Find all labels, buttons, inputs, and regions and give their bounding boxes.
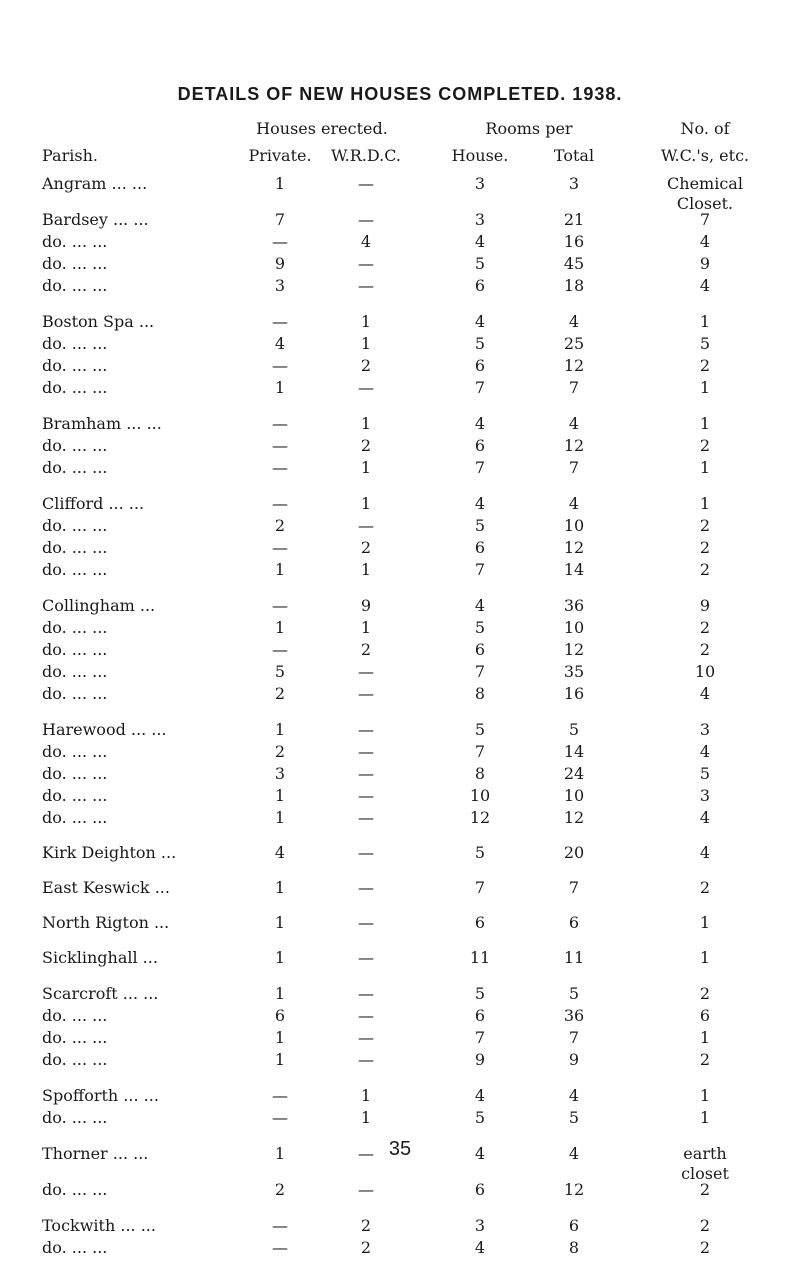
rooms-total-cell: 16 (563, 232, 585, 251)
wrdc-cell: — (358, 378, 374, 397)
rooms-total-cell: 12 (563, 538, 585, 557)
wcs-cell: 6 (699, 1006, 711, 1025)
wrdc-cell: — (358, 174, 374, 193)
wcs-cell: 1 (699, 378, 711, 397)
wrdc-cell: — (358, 1180, 374, 1199)
private-cell: — (272, 1238, 288, 1257)
rooms-per-house-cell: 5 (474, 254, 486, 273)
table-row (0, 843, 800, 865)
wcs-cell: 2 (699, 618, 711, 637)
rooms-per-house-cell: 7 (474, 378, 486, 397)
private-cell: 1 (274, 378, 286, 397)
wrdc-cell: 1 (360, 334, 372, 353)
private-cell: — (272, 356, 288, 375)
wcs-cell: 1 (699, 1028, 711, 1047)
rooms-total-cell: 4 (568, 494, 580, 513)
parish-cell: Scarcroft ... ... (42, 984, 159, 1003)
parish-cell: North Rigton ... (42, 913, 170, 932)
rooms-total-cell: 45 (563, 254, 585, 273)
table-row (0, 458, 800, 480)
wcs-cell-line2: closet (681, 1164, 729, 1183)
header-no-of: No. of (680, 119, 730, 138)
private-cell: 3 (274, 276, 286, 295)
private-cell: — (272, 640, 288, 659)
table-row (0, 254, 800, 276)
wcs-cell: 3 (699, 786, 711, 805)
table-row (0, 808, 800, 830)
table-row (0, 356, 800, 378)
page-number: 35 (388, 1138, 412, 1160)
rooms-per-house-cell: 8 (474, 684, 486, 703)
rooms-per-house-cell: 6 (474, 913, 486, 932)
parish-cell: do. ... ... (42, 516, 108, 535)
wrdc-cell: 1 (360, 618, 372, 637)
wrdc-cell: — (358, 276, 374, 295)
rooms-total-cell: 6 (568, 913, 580, 932)
private-cell: 3 (274, 764, 286, 783)
private-cell: 1 (274, 1144, 286, 1163)
private-cell: 2 (274, 684, 286, 703)
table-row (0, 742, 800, 764)
parish-cell: do. ... ... (42, 378, 108, 397)
header-wcs: W.C.'s, etc. (660, 146, 750, 165)
wrdc-cell: 1 (360, 560, 372, 579)
rooms-per-house-cell: 4 (474, 1086, 486, 1105)
private-cell: — (272, 1216, 288, 1235)
parish-cell: Clifford ... ... (42, 494, 145, 513)
wrdc-cell: — (358, 913, 374, 932)
rooms-per-house-cell: 5 (474, 720, 486, 739)
table-row (0, 1050, 800, 1072)
table-row (0, 560, 800, 582)
parish-cell: Harewood ... ... (42, 720, 167, 739)
parish-cell: do. ... ... (42, 1028, 108, 1047)
table-row (0, 494, 800, 516)
wcs-cell: 4 (699, 232, 711, 251)
wrdc-cell: — (358, 948, 374, 967)
private-cell: 2 (274, 516, 286, 535)
rooms-total-cell: 6 (568, 1216, 580, 1235)
wcs-cell: Chemical (667, 174, 743, 193)
private-cell: — (272, 458, 288, 477)
wcs-cell: 1 (699, 414, 711, 433)
rooms-per-house-cell: 3 (474, 174, 486, 193)
table-row (0, 378, 800, 400)
wrdc-cell: 1 (360, 1086, 372, 1105)
rooms-total-cell: 7 (568, 1028, 580, 1047)
parish-cell: do. ... ... (42, 334, 108, 353)
wcs-cell: 9 (699, 254, 711, 273)
table-row (0, 786, 800, 808)
rooms-total-cell: 10 (563, 618, 585, 637)
private-cell: — (272, 1086, 288, 1105)
rooms-total-cell: 4 (568, 312, 580, 331)
table-row (0, 1086, 800, 1108)
parish-cell: do. ... ... (42, 276, 108, 295)
parish-cell: do. ... ... (42, 1050, 108, 1069)
wrdc-cell: 2 (360, 640, 372, 659)
wrdc-cell: — (358, 210, 374, 229)
rooms-total-cell: 18 (563, 276, 585, 295)
rooms-total-cell: 36 (563, 596, 585, 615)
wcs-cell: 3 (699, 720, 711, 739)
wrdc-cell: — (358, 764, 374, 783)
private-cell: 2 (274, 742, 286, 761)
table-row (0, 312, 800, 334)
parish-cell: do. ... ... (42, 1108, 108, 1127)
rooms-total-cell: 10 (563, 516, 585, 535)
private-cell: 7 (274, 210, 286, 229)
header-private: Private. (248, 146, 312, 165)
private-cell: 1 (274, 1028, 286, 1047)
rooms-total-cell: 24 (563, 764, 585, 783)
rooms-per-house-cell: 7 (474, 458, 486, 477)
wcs-cell: 1 (699, 1108, 711, 1127)
wcs-cell: 1 (699, 494, 711, 513)
wcs-cell: 2 (699, 984, 711, 1003)
parish-cell: do. ... ... (42, 458, 108, 477)
wrdc-cell: 2 (360, 356, 372, 375)
table-row (0, 414, 800, 436)
table-row (0, 913, 800, 935)
parish-cell: do. ... ... (42, 356, 108, 375)
parish-cell: Kirk Deighton ... (42, 843, 177, 862)
private-cell: 1 (274, 786, 286, 805)
rooms-per-house-cell: 4 (474, 1144, 486, 1163)
table-row (0, 662, 800, 684)
rooms-total-cell: 10 (563, 786, 585, 805)
private-cell: 1 (274, 878, 286, 897)
wrdc-cell: 2 (360, 538, 372, 557)
wrdc-cell: — (358, 720, 374, 739)
table-row (0, 948, 800, 970)
rooms-per-house-cell: 7 (474, 878, 486, 897)
rooms-per-house-cell: 3 (474, 210, 486, 229)
table-row (0, 276, 800, 298)
table-row (0, 984, 800, 1006)
wcs-cell: 4 (699, 684, 711, 703)
parish-cell: do. ... ... (42, 1180, 108, 1199)
wrdc-cell: — (358, 984, 374, 1003)
wrdc-cell: — (358, 843, 374, 862)
rooms-per-house-cell: 4 (474, 494, 486, 513)
rooms-total-cell: 5 (568, 720, 580, 739)
page-title: DETAILS OF NEW HOUSES COMPLETED. 1938. (177, 84, 623, 104)
rooms-total-cell: 5 (568, 1108, 580, 1127)
table-row (0, 1006, 800, 1028)
parish-cell: Tockwith ... ... (42, 1216, 156, 1235)
wrdc-cell: 1 (360, 458, 372, 477)
parish-cell: do. ... ... (42, 684, 108, 703)
rooms-per-house-cell: 7 (474, 1028, 486, 1047)
rooms-per-house-cell: 7 (474, 662, 486, 681)
private-cell: — (272, 494, 288, 513)
table-row (0, 764, 800, 786)
rooms-per-house-cell: 5 (474, 618, 486, 637)
parish-cell: Thorner ... ... (42, 1144, 149, 1163)
rooms-total-cell: 7 (568, 378, 580, 397)
wcs-cell: 4 (699, 742, 711, 761)
parish-cell: do. ... ... (42, 1238, 108, 1257)
rooms-per-house-cell: 8 (474, 764, 486, 783)
wrdc-cell: — (358, 1006, 374, 1025)
table-row (0, 516, 800, 538)
wrdc-cell: — (358, 662, 374, 681)
rooms-per-house-cell: 12 (469, 808, 491, 827)
rooms-total-cell: 20 (563, 843, 585, 862)
parish-cell: do. ... ... (42, 436, 108, 455)
wcs-cell: 2 (699, 1216, 711, 1235)
table-row (0, 596, 800, 618)
wcs-cell: earth (683, 1144, 727, 1163)
wcs-cell: 2 (699, 516, 711, 535)
private-cell: 1 (274, 560, 286, 579)
wcs-cell: 1 (699, 312, 711, 331)
rooms-per-house-cell: 6 (474, 1180, 486, 1199)
rooms-total-cell: 16 (563, 684, 585, 703)
rooms-per-house-cell: 11 (469, 948, 491, 967)
parish-cell: do. ... ... (42, 1006, 108, 1025)
rooms-per-house-cell: 5 (474, 984, 486, 1003)
private-cell: 1 (274, 720, 286, 739)
header-parish: Parish. (42, 146, 98, 165)
parish-cell: Collingham ... (42, 596, 156, 615)
rooms-per-house-cell: 3 (474, 1216, 486, 1235)
private-cell: 6 (274, 1006, 286, 1025)
wrdc-cell: — (358, 786, 374, 805)
wcs-cell: 2 (699, 640, 711, 659)
parish-cell: Bardsey ... ... (42, 210, 149, 229)
wrdc-cell: — (358, 1028, 374, 1047)
wrdc-cell: — (358, 1144, 374, 1163)
wcs-cell: 5 (699, 334, 711, 353)
table-row (0, 1108, 800, 1130)
rooms-total-cell: 9 (568, 1050, 580, 1069)
wrdc-cell: — (358, 684, 374, 703)
rooms-per-house-cell: 4 (474, 232, 486, 251)
private-cell: 1 (274, 913, 286, 932)
parish-cell: Bramham ... ... (42, 414, 162, 433)
private-cell: 1 (274, 984, 286, 1003)
rooms-total-cell: 36 (563, 1006, 585, 1025)
rooms-total-cell: 4 (568, 1144, 580, 1163)
rooms-total-cell: 3 (568, 174, 580, 193)
wrdc-cell: 1 (360, 1108, 372, 1127)
table-row (0, 720, 800, 742)
table-row (0, 1238, 800, 1260)
parish-cell: do. ... ... (42, 742, 108, 761)
rooms-per-house-cell: 4 (474, 312, 486, 331)
wrdc-cell: 9 (360, 596, 372, 615)
wcs-cell: 10 (694, 662, 716, 681)
rooms-total-cell: 4 (568, 414, 580, 433)
private-cell: 4 (274, 843, 286, 862)
parish-cell: Boston Spa ... (42, 312, 155, 331)
table-row (0, 640, 800, 662)
wcs-cell: 2 (699, 878, 711, 897)
wcs-cell: 2 (699, 560, 711, 579)
rooms-total-cell: 14 (563, 742, 585, 761)
rooms-per-house-cell: 7 (474, 560, 486, 579)
wcs-cell: 4 (699, 808, 711, 827)
wcs-cell: 2 (699, 356, 711, 375)
rooms-total-cell: 25 (563, 334, 585, 353)
rooms-per-house-cell: 5 (474, 1108, 486, 1127)
header-rooms-per: Rooms per (485, 119, 573, 138)
wcs-cell: 2 (699, 538, 711, 557)
wcs-cell: 5 (699, 764, 711, 783)
parish-cell: East Keswick ... (42, 878, 170, 897)
rooms-total-cell: 11 (563, 948, 585, 967)
table-row (0, 1180, 800, 1202)
table-row (0, 538, 800, 560)
wcs-cell: 1 (699, 948, 711, 967)
wcs-cell: 9 (699, 596, 711, 615)
private-cell: — (272, 312, 288, 331)
parish-cell: do. ... ... (42, 786, 108, 805)
private-cell: 5 (274, 662, 286, 681)
rooms-total-cell: 12 (563, 436, 585, 455)
header-total: Total (553, 146, 595, 165)
rooms-per-house-cell: 6 (474, 538, 486, 557)
table-row (0, 618, 800, 640)
parish-cell: do. ... ... (42, 640, 108, 659)
wcs-cell: 1 (699, 458, 711, 477)
rooms-per-house-cell: 6 (474, 436, 486, 455)
wrdc-cell: 2 (360, 436, 372, 455)
table-row (0, 878, 800, 900)
private-cell: 1 (274, 1050, 286, 1069)
parish-cell: Spofforth ... ... (42, 1086, 159, 1105)
rooms-total-cell: 5 (568, 984, 580, 1003)
rooms-total-cell: 7 (568, 458, 580, 477)
rooms-per-house-cell: 6 (474, 276, 486, 295)
table-row (0, 1028, 800, 1050)
parish-cell: Sicklinghall ... (42, 948, 158, 967)
rooms-total-cell: 12 (563, 1180, 585, 1199)
rooms-total-cell: 35 (563, 662, 585, 681)
private-cell: 1 (274, 174, 286, 193)
rooms-per-house-cell: 4 (474, 414, 486, 433)
rooms-total-cell: 4 (568, 1086, 580, 1105)
rooms-total-cell: 12 (563, 808, 585, 827)
private-cell: — (272, 1108, 288, 1127)
rooms-per-house-cell: 5 (474, 334, 486, 353)
rooms-total-cell: 14 (563, 560, 585, 579)
wrdc-cell: 1 (360, 414, 372, 433)
private-cell: — (272, 538, 288, 557)
parish-cell: do. ... ... (42, 662, 108, 681)
wcs-cell: 1 (699, 1086, 711, 1105)
private-cell: — (272, 596, 288, 615)
rooms-per-house-cell: 4 (474, 596, 486, 615)
private-cell: 2 (274, 1180, 286, 1199)
table-row (0, 1216, 800, 1238)
rooms-total-cell: 12 (563, 640, 585, 659)
header-wrdc: W.R.D.C. (331, 146, 401, 165)
wcs-cell: 4 (699, 276, 711, 295)
private-cell: 1 (274, 808, 286, 827)
rooms-total-cell: 21 (563, 210, 585, 229)
rooms-per-house-cell: 6 (474, 640, 486, 659)
table-row (0, 436, 800, 458)
private-cell: 1 (274, 948, 286, 967)
wrdc-cell: 4 (360, 232, 372, 251)
table-row (0, 334, 800, 356)
wcs-cell: 7 (699, 210, 711, 229)
wcs-cell: 2 (699, 1238, 711, 1257)
table-row (0, 210, 800, 232)
parish-cell: do. ... ... (42, 764, 108, 783)
private-cell: — (272, 414, 288, 433)
rooms-per-house-cell: 6 (474, 1006, 486, 1025)
rooms-per-house-cell: 7 (474, 742, 486, 761)
rooms-total-cell: 12 (563, 356, 585, 375)
private-cell: 4 (274, 334, 286, 353)
table-row (0, 232, 800, 254)
wrdc-cell: — (358, 516, 374, 535)
wcs-cell-line2: Closet. (676, 194, 734, 213)
rooms-per-house-cell: 5 (474, 843, 486, 862)
wrdc-cell: 2 (360, 1238, 372, 1257)
wcs-cell: 2 (699, 436, 711, 455)
private-cell: 9 (274, 254, 286, 273)
wrdc-cell: — (358, 254, 374, 273)
parish-cell: do. ... ... (42, 618, 108, 637)
rooms-per-house-cell: 9 (474, 1050, 486, 1069)
rooms-per-house-cell: 5 (474, 516, 486, 535)
wrdc-cell: — (358, 808, 374, 827)
rooms-per-house-cell: 10 (469, 786, 491, 805)
rooms-per-house-cell: 6 (474, 356, 486, 375)
wrdc-cell: 1 (360, 312, 372, 331)
table-row (0, 174, 800, 213)
wcs-cell: 4 (699, 843, 711, 862)
rooms-total-cell: 8 (568, 1238, 580, 1257)
parish-cell: Angram ... ... (42, 174, 148, 193)
wcs-cell: 2 (699, 1050, 711, 1069)
parish-cell: do. ... ... (42, 808, 108, 827)
wrdc-cell: 2 (360, 1216, 372, 1235)
wcs-cell: 2 (699, 1180, 711, 1199)
parish-cell: do. ... ... (42, 254, 108, 273)
parish-cell: do. ... ... (42, 232, 108, 251)
header-houses-erected: Houses erected. (256, 119, 388, 138)
parish-cell: do. ... ... (42, 560, 108, 579)
wrdc-cell: — (358, 1050, 374, 1069)
rooms-total-cell: 7 (568, 878, 580, 897)
private-cell: 1 (274, 618, 286, 637)
wrdc-cell: — (358, 742, 374, 761)
wrdc-cell: — (358, 878, 374, 897)
rooms-per-house-cell: 4 (474, 1238, 486, 1257)
table-row (0, 684, 800, 706)
header-house: House. (451, 146, 509, 165)
wrdc-cell: 1 (360, 494, 372, 513)
private-cell: — (272, 436, 288, 455)
parish-cell: do. ... ... (42, 538, 108, 557)
private-cell: — (272, 232, 288, 251)
wcs-cell: 1 (699, 913, 711, 932)
